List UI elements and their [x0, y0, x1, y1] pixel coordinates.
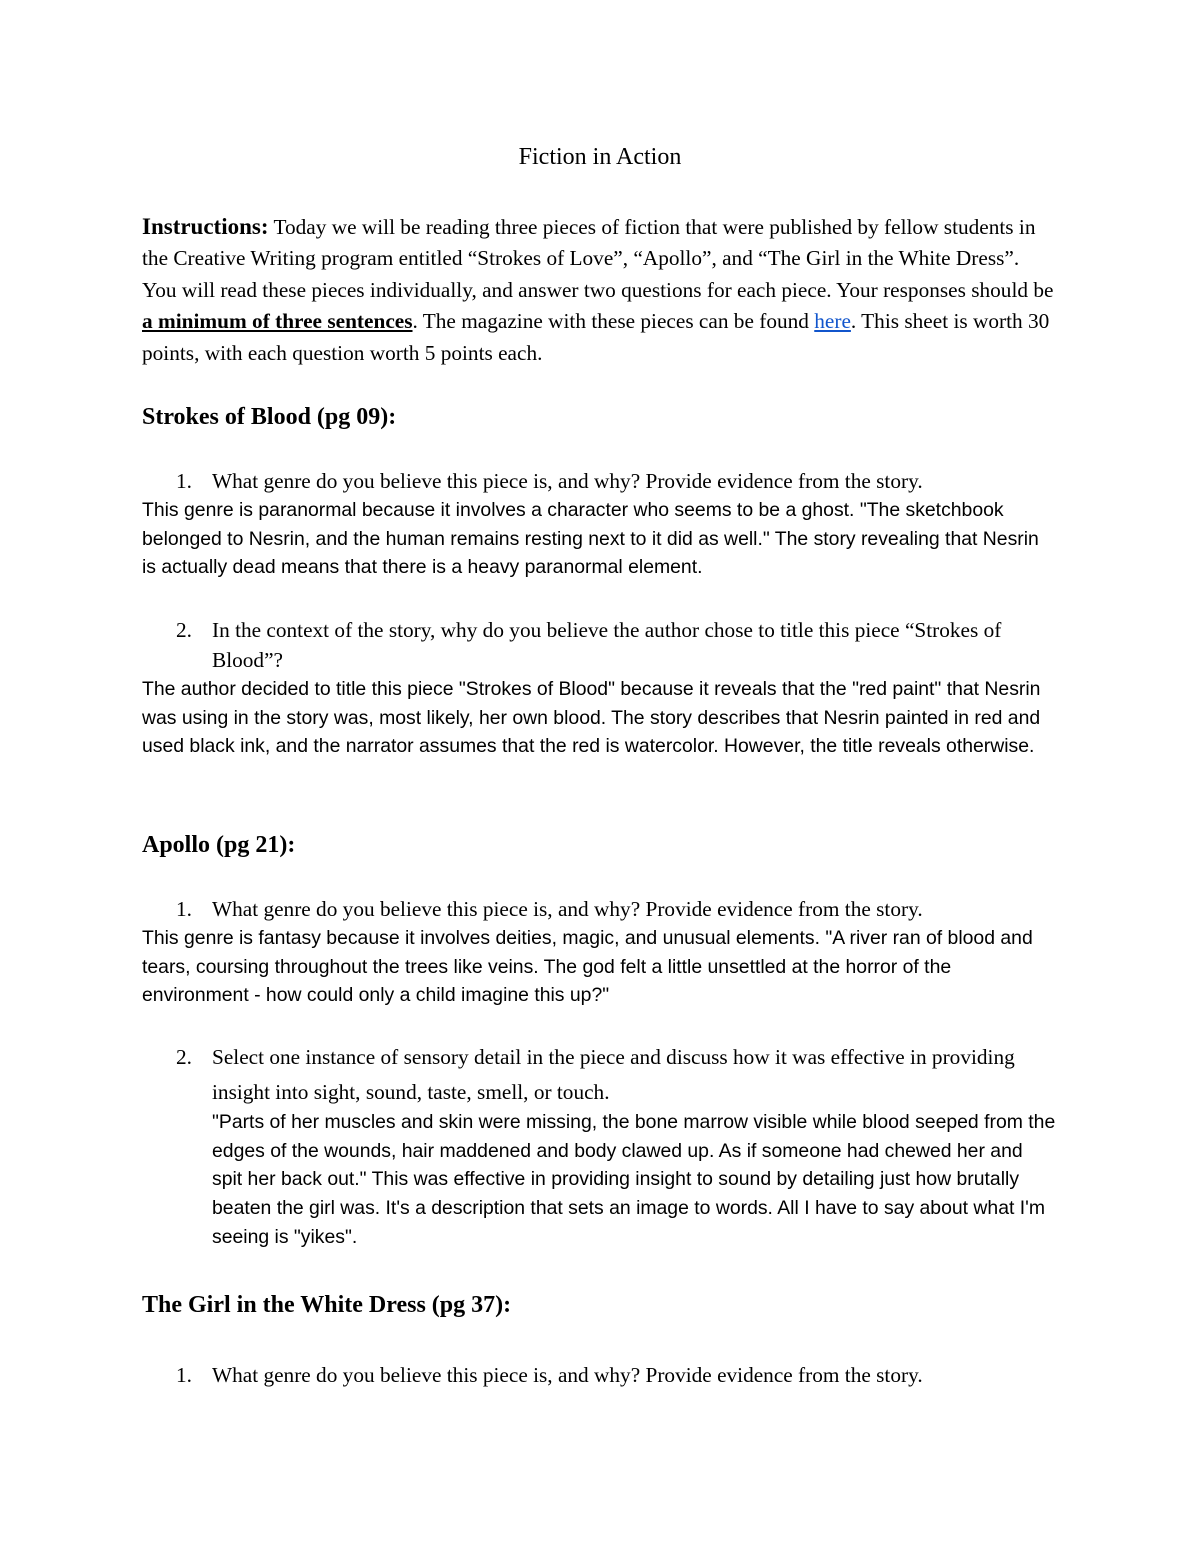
answer-2-apollo: "Parts of her muscles and skin were missing, the bone marrow visible while blood seeped from the edges of the wounds, hair maddened and body clawed up. As if someone had chewed her and spit her back out." This was effective in providing insight to sound by detailing just how brutally beaten the girl was. It's a description that sets an image to words. All I have to say about what I'm seeing is "yikes". [212, 1111, 1056, 1248]
question-number: 1. [176, 897, 192, 921]
instructions-text-3: . This sheet is worth 30 points, with each question worth 5 points each. [142, 309, 1050, 365]
answer-1-strokes-of-blood: This genre is paranormal because it involves a character who seems to be a ghost. "The sketchbook belonged to Nesrin, and the human remains resting next to it did as well." The story revealing that Nesrin is actually dead means that there is a heavy paranormal element. [142, 499, 1039, 579]
answer-1-apollo: This genre is fantasy because it involves deities, magic, and unusual elements. "A river ran of blood and tears, coursing throughout the trees like veins. The god felt a little unsettled at the horror of the environment - how could only a child imagine this up?" [142, 927, 1033, 1007]
instructions-text-2: . The magazine with these pieces can be found [412, 309, 815, 334]
question-number: 1. [176, 1363, 192, 1387]
instructions-emphasis: a minimum of three sentences [142, 309, 413, 334]
section-heading-apollo: Apollo (pg 21): [142, 832, 296, 858]
question-text: Select one instance of sensory detail in the piece and discuss how it was effective in providing insight into sight, sound, taste, smell, or touch. [212, 1045, 1015, 1104]
page-title: Fiction in Action [518, 144, 682, 170]
question-number: 2. [176, 1045, 192, 1069]
question-text: In the context of the story, why do you believe the author chose to title this piece “Strokes of Blood”? [212, 618, 1002, 672]
instructions-label: Instructions: [142, 214, 269, 239]
question-number: 2. [176, 618, 192, 642]
question-text: What genre do you believe this piece is, and why? Provide evidence from the story. [212, 469, 923, 493]
section-heading-girl-in-white-dress: The Girl in the White Dress (pg 37): [142, 1292, 512, 1318]
magazine-link[interactable]: here [814, 309, 851, 334]
question-text: What genre do you believe this piece is, and why? Provide evidence from the story. [212, 1363, 923, 1387]
section-heading-strokes-of-blood: Strokes of Blood (pg 09): [142, 404, 397, 430]
instructions-paragraph [142, 211, 1058, 369]
instructions-text-1: Today we will be reading three pieces of fiction that were published by fellow students in the Creative Writing program entitled “Strokes of Love”, “Apollo”, and “The Girl in the White Dress”. You will read these pieces individually, and answer two questions for each piece. Your responses should be [142, 215, 1054, 302]
question-number: 1. [176, 469, 192, 493]
answer-2-strokes-of-blood: The author decided to title this piece "Strokes of Blood" because it reveals that the "red paint" that Nesrin was using in the story was, most likely, her own blood. The story describes that Nesrin painted in red and used black ink, and the narrator assumes that the red is watercolor. However, the title reveals otherwise. [142, 678, 1041, 758]
question-text: What genre do you believe this piece is, and why? Provide evidence from the story. [212, 897, 923, 921]
